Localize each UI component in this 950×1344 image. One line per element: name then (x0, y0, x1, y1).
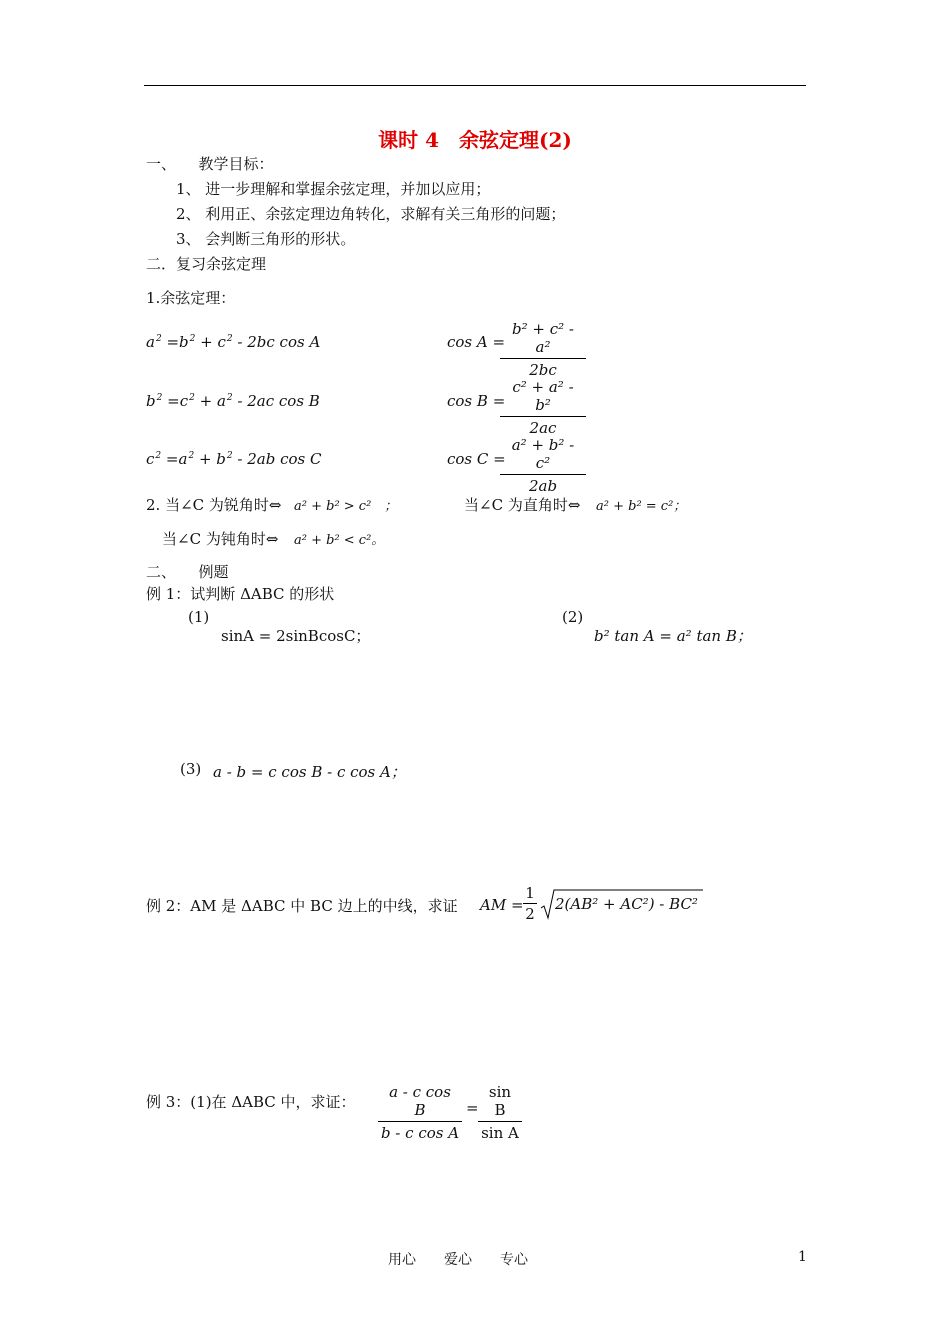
law-row-3-cos-label: cos C = (447, 450, 506, 468)
section-examples-heading: 二、 例题 (146, 563, 229, 581)
example-1-part-3-expr: a - b = c cos B - c cos A； (213, 763, 406, 781)
law-row-1-lhs: $a^2 =b^2 + c^2 - 2bc$ cos A (146, 333, 321, 351)
law-row-3-fraction: a² + b² - c² 2ab (500, 436, 586, 495)
example-3-left-fraction: a - c cos B b - c cos A (378, 1083, 462, 1142)
obtuse-condition-label: 当∠C 为钝角时⇔ (162, 530, 279, 548)
section-review-heading: 二．复习余弦定理 (146, 255, 267, 273)
objective-item-2: 2、 利用正、余弦定理边角转化，求解有关三角形的问题； (176, 205, 566, 223)
law-row-1-cos-label: cos A = (447, 333, 506, 351)
header-rule (144, 85, 806, 86)
law-row-2-lhs: $b^2 =c^2 + a^2 - 2ac$ cos B (146, 392, 320, 410)
example-1-part-1-number: (1) (188, 608, 210, 626)
example-2-half-fraction: 1 2 (523, 884, 537, 923)
page-number: 1 (798, 1249, 807, 1265)
example-3-equals: = (466, 1099, 479, 1117)
right-condition-expr: a² + b² = c²； (596, 499, 687, 514)
example-2-prompt: 例 2：AM 是 ΔABC 中 BC 边上的中线，求证 (146, 897, 458, 915)
example-3-prompt: 例 3：(1)在 ΔABC 中，求证： (146, 1093, 356, 1111)
cosine-law-heading: 1.余弦定理： (146, 289, 236, 307)
objective-item-3: 3、 会判断三角形的形状。 (176, 230, 356, 248)
law-row-2-cos-label: cos B = (447, 392, 506, 410)
example-1-part-2-number: (2) (562, 608, 584, 626)
law-row-1-fraction: b² + c² - a² 2bc (500, 320, 586, 379)
example-2-sqrt: 2(AB² + AC²) - BC² (540, 888, 703, 922)
example-1-prompt: 例 1：试判断 ΔABC 的形状 (146, 585, 335, 603)
example-1-part-1-expr: sinA = 2sinBcosC； (221, 627, 371, 645)
section-objectives-heading: 一、 教学目标： (146, 155, 274, 173)
acute-condition-expr: a² + b² > c² ； (294, 499, 398, 514)
example-1-part-3-number: (3) (180, 760, 202, 778)
example-2-lhs: AM = (480, 896, 524, 914)
page-title: 课时 4 余弦定理(2) (378, 128, 572, 152)
objective-item-1: 1、 进一步理解和掌握余弦定理，并加以应用； (176, 180, 491, 198)
obtuse-condition-expr: a² + b² < c²。 (294, 533, 385, 548)
right-condition-label: 当∠C 为直角时⇔ (464, 496, 581, 514)
acute-condition-label: 2. 当∠C 为锐角时⇔ (146, 496, 282, 514)
example-1-part-2-expr: b² tan A = a² tan B； (594, 627, 752, 645)
footer-motto: 用心 爱心 专心 (388, 1252, 528, 1268)
law-row-3-lhs: $c^2 =a^2 + b^2 - 2ab$ cos C (146, 450, 322, 468)
law-row-2-fraction: c² + a² - b² 2ac (500, 378, 586, 437)
example-3-right-fraction: sin B sin A (478, 1083, 522, 1142)
